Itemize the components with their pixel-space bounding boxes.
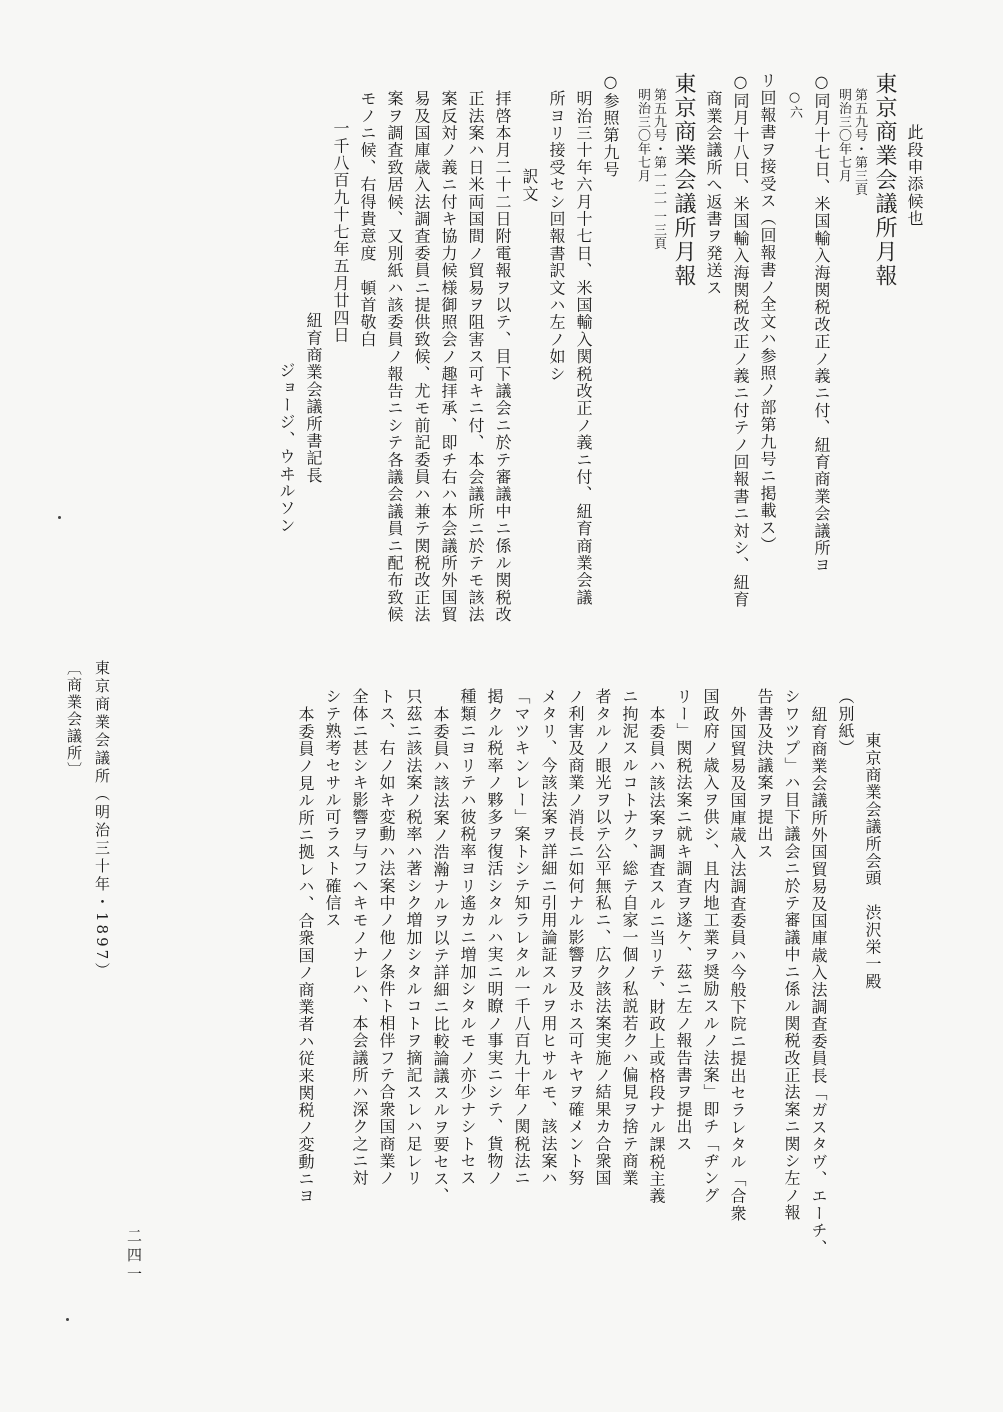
- source-issue: 第五九号・第三頁: [852, 88, 867, 196]
- text-line: 国政府ノ歳入ヲ供シ、且内地工業ヲ奨励スルノ法案」即チ「ヂング: [701, 688, 720, 1204]
- text-line: トス、右ノ如キ変動ハ法案中ノ他ノ条件ト相伴フテ合衆国商業ノ: [377, 688, 396, 1187]
- text-line: 者タルノ眼光ヲ以テ公平無私ニ、広ク該法案実施ノ結果カ合衆国: [593, 688, 612, 1187]
- text-line: 正法案ハ日米両国間ノ貿易ヲ阻害ス可キニ付、本会議所ニ於テモ該法: [466, 90, 485, 624]
- text-line: モノニ候、右得貴意度 頓首敬白: [358, 90, 377, 348]
- text-line: 所ヨリ接受セシ回報書訳文ハ左ノ如シ: [547, 90, 566, 383]
- text-line: 外国貿易及国庫歳入法調査委員ハ今般下院ニ提出セラレタル「合衆: [728, 706, 747, 1222]
- page-number: 二四一: [125, 1228, 143, 1285]
- text-line: 紐育商業会議所外国貿易及国庫歳入法調査委員長「ガスタヴ、エーチ、: [809, 706, 828, 1257]
- text-line: 種類ニヨリテハ彼税率ヨリ遙カニ増加シタルモノ亦少ナシトセス: [458, 688, 477, 1187]
- text-line: 案ヲ調査致居候、又別紙ハ該委員ノ報告ニシテ各議会議員ニ配布致候: [385, 90, 404, 624]
- lower-text-block: [96, 688, 886, 1316]
- text-line: ノ利害及商業ノ消長ニ如何ナル影響ヲ及ホス可キヤヲ確メント努: [566, 688, 585, 1187]
- source-footer: 東京商業会議所（明治三十年・1897）: [93, 660, 111, 981]
- source-reference: [835, 88, 867, 632]
- source-date: 明治三〇年七月: [635, 88, 650, 183]
- text-line: 只茲ニ該法案ノ税率ハ著シク増加シタルコトヲ摘記スレハ足レリ: [404, 688, 423, 1187]
- text-line: ニ拘泥スルコトナク、総テ自家一個ノ私説若クハ偏見ヲ捨テ商業: [620, 688, 639, 1187]
- text-line: [835, 72, 901, 632]
- text-line: ○同月十七日、米国輸入海関税改正ノ義ニ付、紐育商業会議所ヨ: [812, 72, 831, 574]
- signatory-title: 紐育商業会議所書記長: [304, 312, 323, 484]
- text-line: 本委員ハ該法案ノ浩瀚ナルヲ以テ詳細ニ比較論議スルヲ要セス、: [431, 706, 450, 1205]
- text-line: 明治三十年六月十七日、米国輸入関税改正ノ義ニ付、紐育商業会議: [574, 90, 593, 606]
- text-line: 本委員ハ該法案ヲ調査スルニ当リテ、財政上或格段ナル課税主義: [647, 706, 666, 1205]
- text-line: 案反対ノ義ニ付キ協力候様御照会ノ趣拝承、即チ右ハ本会議所外国貿: [439, 90, 458, 624]
- text-line: 「マツキンレー」案トシテ知ラレタル一千八百九十年ノ関税法ニ: [512, 688, 531, 1187]
- text-line: 本委員ノ見ル所ニ拠レハ、合衆国ノ商業者ハ従来関税ノ変動ニヨ: [296, 706, 315, 1205]
- source-reference: [634, 88, 666, 632]
- text-line: [634, 72, 700, 632]
- text-line: リー」関税法案ニ就キ調査ヲ遂ケ、茲ニ左ノ報告書ヲ提出ス: [674, 688, 693, 1153]
- section-heading: ○参照第九号: [601, 72, 620, 179]
- source-title: 東京商業会議所月報: [872, 72, 897, 288]
- enclosure-label: （別紙）: [836, 688, 855, 757]
- margin-note: ○六: [787, 90, 802, 119]
- signatory-name: ジョージ、ウヰルソン: [277, 362, 296, 534]
- letter-date: 一千八百九十七年五月廿四日: [331, 120, 350, 344]
- text-line: リ回報書ヲ接受ス（回報書ノ全文ハ参照ノ部第九号ニ掲載ス）: [758, 72, 777, 554]
- upper-text-block: [58, 72, 928, 632]
- text-line: 告書及決議案ヲ提出ス: [755, 688, 774, 860]
- paper-speck: [66, 1318, 69, 1321]
- translation-heading: 訳文: [520, 168, 539, 203]
- text-line: 此段申添候也: [905, 124, 924, 228]
- text-line: シテ熟考セサル可ラスト確信ス: [323, 688, 342, 929]
- text-line: 易及国庫歳入法調査委員ニ提供致候、尤モ前記委員ハ兼テ関税改正法: [412, 90, 431, 624]
- text-line: ○同月十八日、米国輸入海関税改正ノ義ニ付テノ回報書ニ対シ、紐育: [731, 72, 750, 609]
- text-line: 全体ニ甚シキ影響ヲ与フヘキモノナレハ、本会議所ハ深ク之ニ対: [350, 688, 369, 1187]
- text-line: 商業会議所へ返書ヲ発送ス: [704, 90, 723, 297]
- text-line: 拝啓本月二十二日附電報ヲ以テ、目下議会ニ於テ審議中ニ係ル関税改: [493, 90, 512, 624]
- text-line: メタリ、今該法案ヲ詳細ニ引用論証スルヲ用ヒサルモ、該法案ハ: [539, 688, 558, 1187]
- addressee: 東京商業会議所会頭 渋沢栄一殿: [863, 732, 882, 990]
- source-title: 東京商業会議所月報: [671, 72, 696, 288]
- source-issue: 第五九号・第一二一一三頁: [651, 88, 666, 250]
- text-line: シワツプ」ハ目下議会ニ於テ審議中ニ係ル関税改正法案ニ関シ左ノ報: [782, 688, 801, 1222]
- source-date: 明治三〇年七月: [836, 88, 851, 183]
- paper-speck: [58, 516, 61, 519]
- text-line: 掲クル税率ノ夥多ヲ復活シタルハ実ニ明瞭ノ事実ニシテ、貨物ノ: [485, 688, 504, 1187]
- source-tag: 〔商業会議所〕: [65, 660, 83, 779]
